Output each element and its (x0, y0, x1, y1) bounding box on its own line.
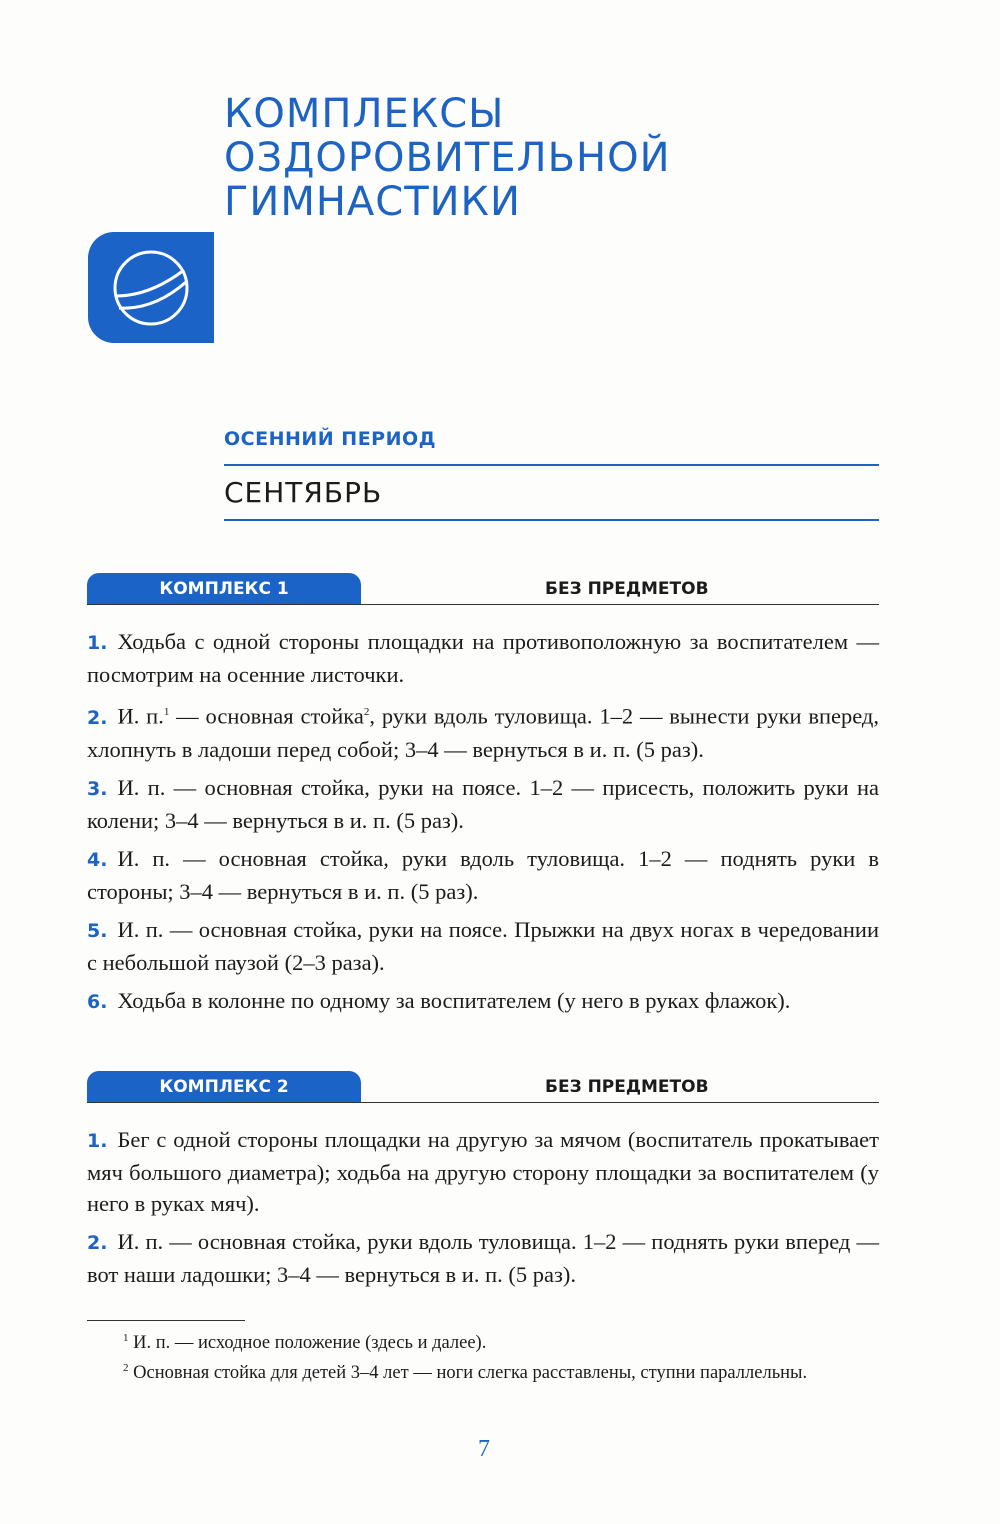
exercise-list (87, 626, 879, 1025)
item-number: 2. (87, 1232, 108, 1254)
footnote (87, 1326, 879, 1356)
exercise-item (87, 626, 879, 690)
exercise-item (87, 1124, 879, 1219)
item-text: И. п. — основная стойка, руки на поясе. 1–2 — присесть, положить руки на колени; 3–4 — вернуться в и. п. (5 раз). (87, 774, 879, 833)
item-text: Ходьба в колонне по одному за воспитателем (у него в руках флажок). (117, 987, 791, 1013)
exercise-list (87, 1124, 879, 1297)
page-number: 7 (478, 1436, 490, 1462)
section-badge (88, 232, 214, 343)
footnotes (87, 1326, 879, 1386)
item-text: Ходьба с одной стороны площадки на противоположную за воспитателем — посмотрим на осенние листочки. (87, 629, 879, 687)
item-text: И. п. — основная стойка, руки вдоль туловища. 1–2 — поднять руки вперед — вот наши ладошки; 3–4 — вернуться в и. п. (5 раз). (87, 1229, 879, 1287)
item-number: 6. (87, 990, 108, 1013)
month-heading: СЕНТЯБРЬ (224, 476, 383, 509)
footnote-ref[interactable]: 1 (163, 706, 170, 718)
exercise-item (87, 985, 879, 1018)
complex-header (87, 573, 879, 605)
title-line: ОЗДОРОВИТЕЛЬНОЙ (224, 135, 671, 181)
complex-header (87, 1071, 879, 1103)
footnote-text: И. п. — исходное положение (здесь и далее). (133, 1333, 487, 1354)
item-number: 1. (87, 1130, 108, 1152)
item-text: И. п. — основная стойка, руки вдоль туловища. 1–2 — поднять руки в стороны; 3–4 — вернуться в и. п. (5 раз). (87, 845, 879, 904)
footnote-mark: 2 (123, 1362, 129, 1375)
divider (224, 464, 879, 466)
title-line: ГИМНАСТИКИ (224, 179, 521, 225)
item-number: 4. (87, 848, 108, 871)
chapter-title (224, 92, 671, 224)
divider (224, 519, 879, 521)
item-text: И. п. (117, 703, 164, 729)
item-text: — основная стойка (169, 703, 364, 729)
item-number: 5. (87, 919, 108, 942)
footnote-mark: 1 (123, 1332, 129, 1344)
complex-subtitle: БЕЗ ПРЕДМЕТОВ (545, 1077, 709, 1097)
ball-icon (110, 248, 192, 328)
complex-subtitle: БЕЗ ПРЕДМЕТОВ (545, 579, 709, 599)
item-text: , руки вдоль туловища. 1–2 — вынести руки вперед, хлопнуть в ладоши перед собой; 3–4 — вернуться в и. п. (5 раз). (87, 703, 879, 762)
exercise-item (87, 843, 879, 907)
exercise-item (87, 697, 879, 765)
complex-label: КОМПЛЕКС 1 (87, 573, 361, 604)
item-number: 2. (87, 706, 108, 729)
exercise-item (87, 914, 879, 978)
item-number: 1. (87, 632, 108, 654)
period-heading: ОСЕННИЙ ПЕРИОД (224, 428, 437, 450)
footnote-divider (87, 1320, 245, 1321)
exercise-item (87, 772, 879, 836)
title-line: КОМПЛЕКСЫ (224, 91, 505, 137)
footnote (87, 1356, 879, 1386)
exercise-item (87, 1226, 879, 1290)
item-text: Бег с одной стороны площадки на другую за мячом (воспитатель прокатывает мяч большого диаметра); ходьба на другую сторону площадки за воспитателем (у него в руках мяч). (87, 1127, 879, 1216)
footnote-ref[interactable]: 2 (363, 706, 370, 718)
complex-label: КОМПЛЕКС 2 (87, 1071, 361, 1102)
footnote-text: Основная стойка для детей 3–4 лет — ноги слегка расставлены, ступни параллельны. (133, 1363, 808, 1384)
item-number: 3. (87, 777, 108, 800)
item-text: И. п. — основная стойка, руки на поясе. Прыжки на двух ногах в чередовании с небольшой паузой (2–3 раза). (87, 916, 879, 975)
